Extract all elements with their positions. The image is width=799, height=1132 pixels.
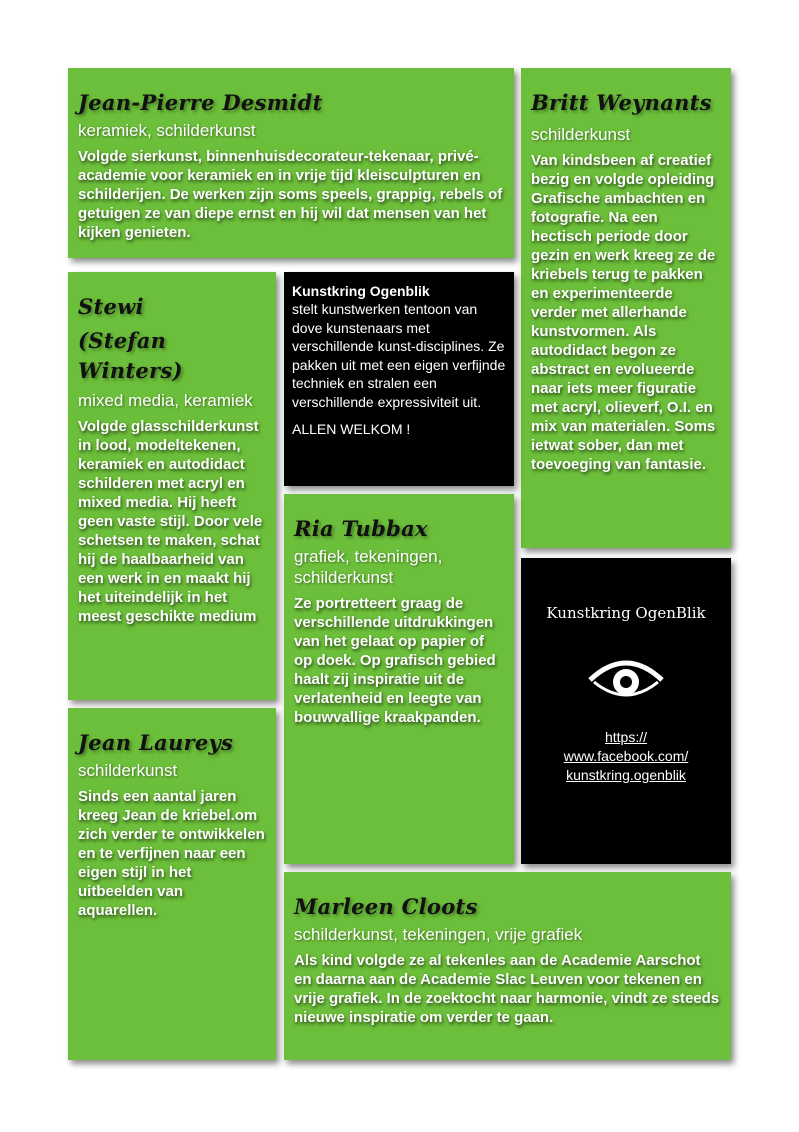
- artist-card-tubbax: [284, 494, 514, 864]
- intro-title: Kunstkring Ogenblik: [292, 283, 430, 299]
- artist-name: Jean-Pierre Desmidt: [78, 90, 323, 115]
- intro-text: stelt kunstwerken tentoon van dove kunstenaars met verschillende kunst-disciplines. Ze pakken uit met een eigen verfijnde techniek en stralen een verschillende expressiviteit uit.: [292, 301, 506, 410]
- intro-welcome: ALLEN WELKOM !: [292, 421, 411, 437]
- artist-field: schilderkunst: [78, 761, 178, 780]
- artist-field: schilderkunst: [531, 125, 631, 144]
- artist-card-weynants: [521, 68, 731, 548]
- artist-name: Ria Tubbax: [294, 516, 428, 541]
- artist-bio: Sinds een aantal jaren kreeg Jean de kriebel.om zich verder te ontwikkelen en te verfijnen naar een eigen stijl in het uitbeelden van aquarellen.: [78, 788, 265, 919]
- facebook-title: Kunstkring OgenBlik: [546, 604, 706, 622]
- facebook-box: [521, 558, 731, 864]
- facebook-link[interactable]: [531, 728, 721, 785]
- artist-name: Stewi: [78, 294, 144, 319]
- facebook-link-line1: https://: [604, 729, 648, 745]
- eye-icon: [586, 652, 666, 704]
- artist-field: mixed media, keramiek: [78, 391, 253, 410]
- artist-bio: Ze portretteert graag de verschillende uitdrukkingen van het gelaat op papier of op doek. Op grafisch gebied haalt zij inspiratie uit de verlatenheid en leegte van bouwvallige kraakpanden.: [294, 595, 496, 726]
- artist-name: Jean Laureys: [78, 730, 234, 755]
- artist-card-cloots: [284, 872, 731, 1060]
- artist-bio: Als kind volgde ze al tekenles aan de Academie Aarschot en daarna aan de Academie Slac Leuven voor tekenen en vrije grafiek. In de zoektocht naar harmonie, vindt ze steeds nieuwe inspiratie om verder te gaan.: [294, 952, 720, 1026]
- artist-bio: Volgde glasschilderkunst in lood, modeltekenen, keramiek en autodidact schilderen met acryl en mixed media. Hij heeft geen vaste stijl. Door vele schetsen te maken, schat hij de haalbaarheid van een werk in en maakt hij het uiteindelijk in het meest geschikte medium: [78, 418, 263, 625]
- intro-box: [284, 272, 514, 486]
- artist-field: schilderkunst, tekeningen, vrije grafiek: [294, 925, 583, 944]
- facebook-link-line2: www.facebook.com/: [563, 748, 689, 764]
- artist-bio: Volgde sierkunst, binnenhuisdecorateur-tekenaar, privé-academie voor keramiek en in vrije tijd kleisculpturen en schilderijen. De werken zijn soms speels, grappig, rebels of getuigen ze van diepe ernst en hij wil dat mensen van het kijken genieten.: [78, 148, 503, 241]
- artist-name-full: (Stefan Winters): [78, 328, 183, 383]
- artist-card-laureys: [68, 708, 276, 1060]
- facebook-link-line3: kunstkring.ogenblik: [566, 767, 686, 783]
- artist-card-desmidt: [68, 68, 514, 258]
- artist-field: keramiek, schilderkunst: [78, 121, 256, 140]
- artist-name: Marleen Cloots: [294, 894, 478, 919]
- artist-card-stewi: [68, 272, 276, 700]
- artist-name: Britt Weynants: [531, 90, 712, 115]
- artist-bio: Van kindsbeen af creatief bezig en volgde opleiding Grafische ambachten en fotografie. Na een hectisch periode door gezin en werk kreeg ze de kriebels terug te pakken en experimenteerde verder met allerhande kunstvormen. Als autodidact begon ze abstract en evolueerde naar iets meer figuratie met acryl, olieverf, O.I. en mix van materialen. Soms ietwat sober, dan met toevoeging van fantasie.: [531, 152, 716, 473]
- artist-field: grafiek, tekeningen, schilderkunst: [294, 547, 443, 587]
